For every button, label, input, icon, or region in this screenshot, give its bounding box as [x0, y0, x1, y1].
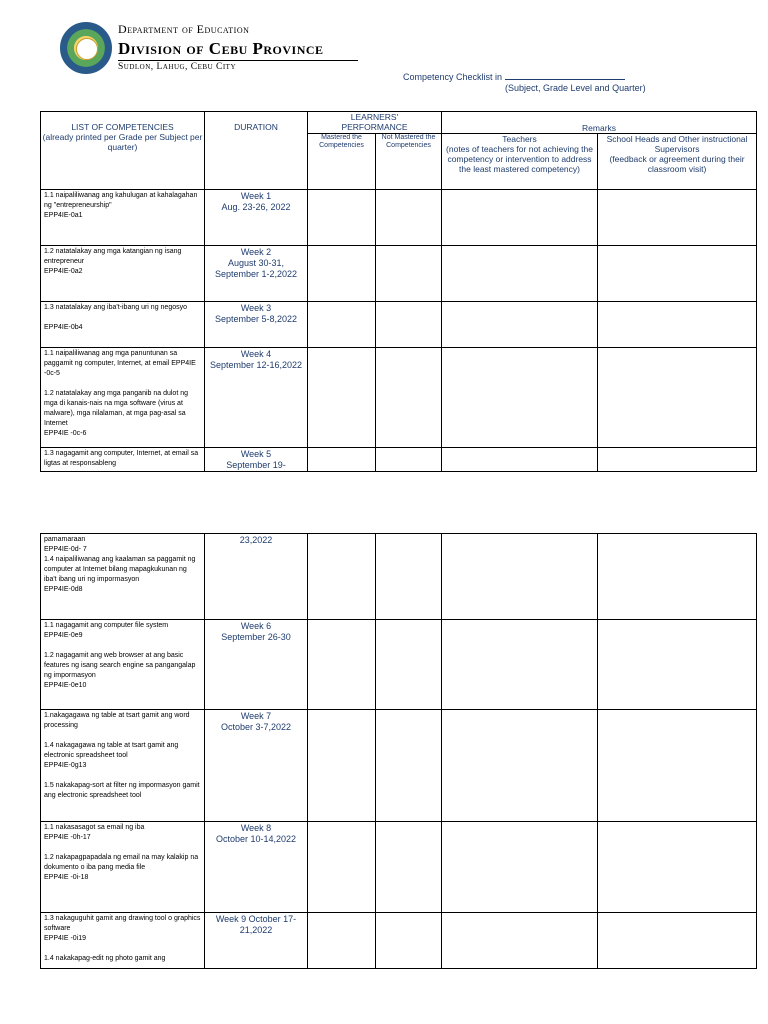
header-remarks: Remarks: [442, 112, 757, 134]
week-label: Week 1: [240, 191, 272, 201]
date-range: September 26-30: [221, 632, 291, 642]
mastered-cell[interactable]: [308, 620, 376, 710]
competency-line: 1.5 nakakapag-sort at filter ng impormasyon gamit ang electronic spreadsheet tool: [44, 782, 200, 799]
competency-line: EPP4IE-0d8: [44, 586, 83, 593]
competency-line: pamamaraan: [44, 536, 86, 543]
competency-line: EPP4IE -0c-6: [44, 430, 87, 437]
supervisor-remarks-cell[interactable]: [598, 246, 757, 302]
competency-cell: [41, 710, 205, 822]
competency-line: [44, 944, 201, 954]
mastered-cell[interactable]: [308, 822, 376, 913]
mastered-cell[interactable]: [308, 246, 376, 302]
competency-line: 1.1 nakasasagot sa email ng iba: [44, 824, 145, 831]
teacher-remarks-cell[interactable]: [442, 448, 598, 472]
competency-line: 1.3 natatalakay ang iba't-ibang uri ng negosyo: [44, 304, 187, 311]
duration-cell: [205, 822, 308, 913]
header-teachers: Teachers (notes of teachers for not achieving the competency or intervention to address the least mastered competency): [442, 134, 598, 190]
date-range: 23,2022: [239, 535, 273, 545]
competency-line: 1.nakagagawa ng table at tsart gamit ang word processing: [44, 712, 190, 729]
supervisor-remarks-cell[interactable]: [598, 190, 757, 246]
competency-line: EPP4IE-0b4: [44, 324, 83, 331]
duration-cell: [205, 620, 308, 710]
competency-line: EPP4IE-0a2: [44, 268, 83, 275]
supervisor-remarks-cell[interactable]: [598, 534, 757, 620]
supervisor-remarks-cell[interactable]: [598, 448, 757, 472]
letterhead-rule: [118, 60, 358, 61]
not-mastered-cell[interactable]: [376, 822, 442, 913]
date-range: Week 9 October 17-21,2022: [215, 914, 297, 935]
competency-line: 1.1 naipaliliwanag ang mga panuntunan sa paggamit ng computer, Internet, at email EPP4IE -0c-5: [44, 350, 196, 377]
department-name: Department of Education: [118, 22, 250, 36]
supervisor-remarks-cell[interactable]: [598, 710, 757, 822]
week-label: Week 7: [240, 711, 272, 721]
header-not-mastered: Not Mastered the Competencies: [376, 134, 442, 190]
teacher-remarks-cell[interactable]: [442, 710, 598, 822]
teacher-remarks-cell[interactable]: [442, 302, 598, 348]
table-row: [41, 348, 757, 448]
competency-cell: [41, 448, 205, 472]
competency-cell: [41, 348, 205, 448]
competency-line: EPP4IE-0g13: [44, 762, 87, 769]
competency-line: [44, 843, 201, 853]
letterhead: [118, 22, 358, 72]
not-mastered-cell[interactable]: [376, 710, 442, 822]
supervisor-remarks-cell[interactable]: [598, 913, 757, 969]
deped-seal-icon: [60, 22, 112, 74]
week-label: Week 3: [240, 303, 272, 313]
competency-cell: [41, 534, 205, 620]
competency-line: EPP4IE-0e9: [44, 632, 83, 639]
table-row: [41, 246, 757, 302]
competency-line: 1.3 nakaguguhit gamit ang drawing tool o graphics software: [44, 915, 201, 932]
not-mastered-cell[interactable]: [376, 534, 442, 620]
competency-cell: [41, 302, 205, 348]
supervisor-remarks-cell[interactable]: [598, 620, 757, 710]
week-label: Week 4: [240, 349, 272, 359]
competency-line: 1.2 natatalakay ang mga katangian ng isang entrepreneur: [44, 248, 182, 265]
teacher-remarks-cell[interactable]: [442, 822, 598, 913]
header-school-heads: School Heads and Other instructional Supervisors (feedback or agreement during their classroom visit): [598, 134, 757, 190]
mastered-cell[interactable]: [308, 710, 376, 822]
date-range: September 5-8,2022: [214, 314, 298, 324]
not-mastered-cell[interactable]: [376, 620, 442, 710]
date-range: Aug. 23-26, 2022: [221, 202, 291, 212]
division-name: Division of Cebu Province: [118, 39, 324, 58]
week-label: Week 2: [240, 247, 272, 257]
checklist-label: Competency Checklist in: [403, 72, 503, 82]
header-mastered: Mastered the Competencies: [308, 134, 376, 190]
not-mastered-cell[interactable]: [376, 302, 442, 348]
competency-cell: [41, 913, 205, 969]
table-row: [41, 302, 757, 348]
competency-line: [44, 731, 201, 741]
supervisor-remarks-cell[interactable]: [598, 822, 757, 913]
teacher-remarks-cell[interactable]: [442, 534, 598, 620]
competency-line: [44, 313, 201, 323]
not-mastered-cell[interactable]: [376, 246, 442, 302]
mastered-cell[interactable]: [308, 190, 376, 246]
duration-cell: [205, 448, 308, 472]
competency-line: 1.3 nagagamit ang computer, Internet, at email sa ligtas at responsableng: [44, 450, 199, 467]
date-range: September 19-: [226, 460, 286, 470]
teacher-remarks-cell[interactable]: [442, 246, 598, 302]
competency-line: EPP4IE -0h-17: [44, 834, 91, 841]
competency-line: 1.4 naipaliliwanag ang kaalaman sa paggamit ng computer at Internet bilang mapagkukunan ng iba't ibang uri ng impormasyon: [44, 556, 196, 583]
duration-cell: [205, 190, 308, 246]
subject-hint: (Subject, Grade Level and Quarter): [505, 83, 646, 93]
teacher-remarks-cell[interactable]: [442, 348, 598, 448]
header-duration: DURATION: [205, 112, 308, 190]
competency-line: 1.2 nakapagpapadala ng email na may kalakip na dokumento o iba pang media file: [44, 854, 199, 871]
date-range: August 30-31, September 1-2,2022: [214, 258, 298, 279]
competency-line: 1.4 nakagagawa ng table at tsart gamit ang electronic spreadsheet tool: [44, 742, 179, 759]
mastered-cell[interactable]: [308, 348, 376, 448]
mastered-cell[interactable]: [308, 448, 376, 472]
competency-line: EPP4IE -0i19: [44, 935, 87, 942]
competency-line: 1.1 nagagamit ang computer file system: [44, 622, 169, 629]
competency-cell: [41, 620, 205, 710]
competency-line: [44, 771, 201, 781]
table-row: [41, 913, 757, 969]
header-performance: LEARNERS' PERFORMANCE: [308, 112, 442, 134]
competency-cell: [41, 246, 205, 302]
duration-cell: [205, 534, 308, 620]
week-label: Week 5: [240, 449, 272, 459]
competency-line: 1.1 naipaliliwanag ang kahulugan at kahalagahan ng "entrepreneurship": [44, 192, 198, 209]
teacher-remarks-cell[interactable]: [442, 913, 598, 969]
competency-line: [44, 641, 201, 651]
subject-blank-line: [505, 71, 625, 80]
checklist-title: [403, 71, 625, 82]
competency-line: EPP4IE-0d- 7: [44, 546, 87, 553]
competency-line: [44, 379, 201, 389]
competency-line: EPP4IE-0e10: [44, 682, 87, 689]
week-label: Week 6: [240, 621, 272, 631]
competency-line: 1.4 nakakapag-edit ng photo gamit ang: [44, 955, 166, 962]
competency-line: 1.2 natatalakay ang mga panganib na dulot ng mga di kanais-nais na mga software (virus at malware), mga nilalaman, at mga pag-asal sa Internet: [44, 390, 189, 427]
header-competencies: LIST OF COMPETENCIES (already printed per Grade per Subject per quarter): [41, 112, 205, 190]
competency-line: 1.2 nagagamit ang web browser at ang basic features ng isang search engine sa pangangalap ng impormasyon: [44, 652, 196, 679]
competency-cell: [41, 190, 205, 246]
supervisor-remarks-cell[interactable]: [598, 302, 757, 348]
competency-table-part-1: [40, 111, 757, 472]
duration-cell: [205, 710, 308, 822]
date-range: October 10-14,2022: [215, 834, 297, 844]
duration-cell: [205, 302, 308, 348]
week-label: Week 8: [240, 823, 272, 833]
table-row: [41, 190, 757, 246]
duration-cell: [205, 913, 308, 969]
table-row: [41, 620, 757, 710]
supervisor-remarks-cell[interactable]: [598, 348, 757, 448]
teacher-remarks-cell[interactable]: [442, 190, 598, 246]
table-row: [41, 534, 757, 620]
division-address: Sudlon, Lahug, Cebu City: [118, 62, 237, 72]
duration-cell: [205, 348, 308, 448]
table-row: [41, 822, 757, 913]
not-mastered-cell[interactable]: [376, 448, 442, 472]
table-row: [41, 710, 757, 822]
competency-line: EPP4IE-0a1: [44, 212, 83, 219]
date-range: September 12-16,2022: [209, 360, 303, 370]
mastered-cell[interactable]: [308, 302, 376, 348]
competency-line: EPP4IE -0i-18: [44, 874, 89, 881]
competency-table-part-2: [40, 533, 757, 969]
not-mastered-cell[interactable]: [376, 348, 442, 448]
not-mastered-cell[interactable]: [376, 913, 442, 969]
not-mastered-cell[interactable]: [376, 190, 442, 246]
table-row: [41, 448, 757, 472]
mastered-cell[interactable]: [308, 913, 376, 969]
teacher-remarks-cell[interactable]: [442, 620, 598, 710]
duration-cell: [205, 246, 308, 302]
competency-cell: [41, 822, 205, 913]
mastered-cell[interactable]: [308, 534, 376, 620]
date-range: October 3-7,2022: [220, 722, 292, 732]
